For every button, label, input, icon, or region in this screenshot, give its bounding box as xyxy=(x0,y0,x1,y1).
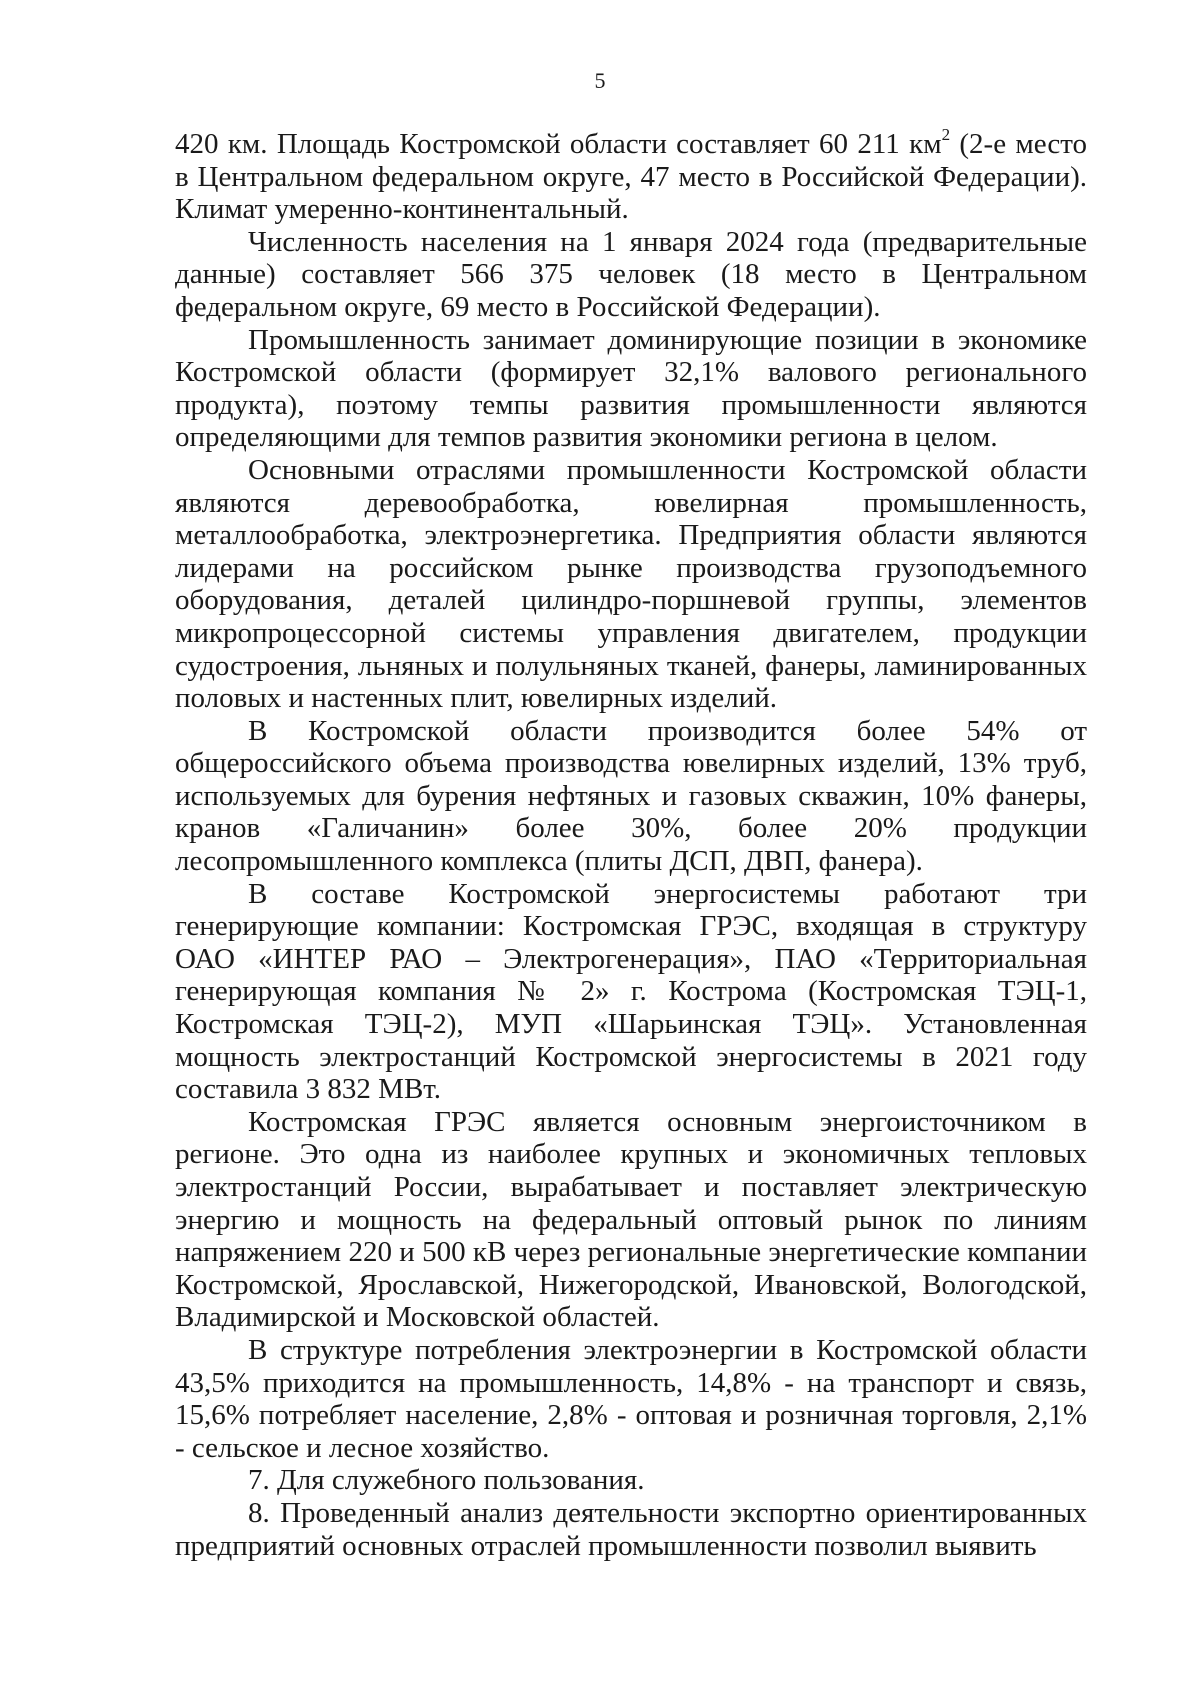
paragraph-consumption-structure: В структуре потребления электроэнергии в Костромской области 43,5% приходится на промышленность, 14,8% - на транспорт и связь, 15,6% потребляет население, 2,8% - оптовая и розничная торговля, 2,1% - сельское и лесное хозяйство. xyxy=(175,1333,1087,1464)
paragraph-energy-system: В составе Костромской энергосистемы работают три генерирующие компании: Костромская ГРЭС, входящая в структуру ОАО «ИНТЕР РАО – Электрогенерация», ПАО «Территориальная генерирующая компания № 2» г. Кострома (Костромская ТЭЦ-1, Костромская ТЭЦ-2), МУП «Шарьинская ТЭЦ». Установленная мощность электростанций Костромской энергосистемы в 2021 году составила 3 832 МВт. xyxy=(175,877,1087,1106)
paragraph-text: 420 км. Площадь Костромской области составляет 60 211 км xyxy=(175,128,942,160)
paragraph-population: Численность населения на 1 января 2024 года (предварительные данные) составляет 566 375 человек (18 место в Центральном федеральном округе, 69 место в Российской Федерации). xyxy=(175,225,1087,323)
paragraph-industry-share: Промышленность занимает доминирующие позиции в экономике Костромской области (формирует 32,1% валового регионального продукта), поэтому темпы развития промышленности являются определяющими для темпов развития экономики региона в целом. xyxy=(175,323,1087,454)
paragraph-gres: Костромская ГРЭС является основным энергоисточником в регионе. Это одна из наиболее крупных и экономичных тепловых электростанций России, вырабатывает и поставляет электрическую энергию и мощность на федеральный оптовый рынок по линиям напряжением 220 и 500 кВ через региональные энергетические компании Костромской, Ярославской, Нижегородской, Ивановской, Вологодской, Владимирской и Московской областей. xyxy=(175,1105,1087,1334)
paragraph-industry-branches: Основными отраслями промышленности Костромской области являются деревообработка, ювелирная промышленность, металлообработка, электроэнергетика. Предприятия области являются лидерами на российском рынке производства грузоподъемного оборудования, деталей цилиндро-поршневой группы, элементов микропроцессорной системы управления двигателем, продукции судостроения, льняных и полульняных тканей, фанеры, ламинированных половых и настенных плит, ювелирных изделий. xyxy=(175,453,1087,715)
paragraph-item-7: 7. Для служебного пользования. xyxy=(248,1464,645,1497)
paragraph-production-shares: В Костромской области производится более 54% от общероссийского объема производства ювелирных изделий, 13% труб, используемых для бурения нефтяных и газовых скважин, 10% фанеры, кранов «Галичанин» более 30%, более 20% продукции лесопромышленного комплекса (плиты ДСП, ДВП, фанера). xyxy=(175,714,1087,878)
paragraph-area-climate xyxy=(175,125,1088,226)
paragraph-text: (2-е место в Центральном федеральном округе, 47 место в Российской Федерации). Климат умеренно-континентальный. xyxy=(175,128,1088,226)
page-number: 5 xyxy=(594,68,606,93)
superscript: 2 xyxy=(941,125,951,144)
document-body xyxy=(175,125,1088,1562)
paragraph-item-8: 8. Проведенный анализ деятельности экспортно ориентированных предприятий основных отраслей промышленности позволил выявить xyxy=(175,1496,1087,1562)
